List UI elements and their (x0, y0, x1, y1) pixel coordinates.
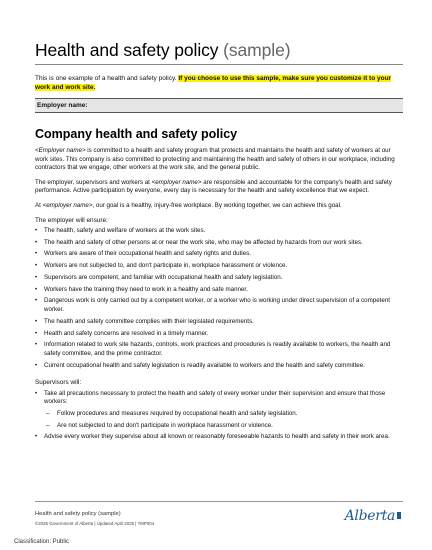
dash-icon: – (46, 421, 50, 429)
list-item (35, 250, 403, 259)
supervisor-sub-list (35, 410, 403, 430)
section-title: Company health and safety policy (35, 127, 238, 141)
logo-wordmark: Alberta (344, 508, 395, 524)
employer-placeholder: <employer name> (151, 178, 202, 186)
bullet-icon: • (35, 297, 38, 305)
list-item-text: Advise every worker they supervise about all known or reasonably foreseeable hazards to health and safety in their work area. (44, 433, 390, 441)
list-item (35, 433, 403, 442)
list-item-text: The health and safety committee complies with their legislated requirements. (44, 317, 254, 325)
intro-note (35, 74, 403, 92)
list-item-text: The health, safety and welfare of workers at the work sites. (44, 226, 206, 234)
list-item-text: Supervisors are competent, and familiar with occupational health and safety legislation. (44, 273, 283, 281)
bullet-icon: • (35, 273, 38, 281)
list-item-text: Take all precautions necessary to protect the health and safety of every worker under their supervision and ensure that those workers: (44, 389, 386, 406)
list-item (35, 286, 403, 295)
bullet-icon: • (35, 341, 38, 349)
list-item-text: Current occupational health and safety legislation is readily available to workers and the health and safety committee. (44, 361, 365, 369)
employer-name-label: Employer name: (37, 102, 88, 109)
bullet-icon: • (35, 262, 38, 270)
list-item (35, 341, 403, 358)
list-item-text: Follow procedures and measures required by occupational health and safety legislation. (57, 409, 298, 417)
bullet-icon: • (35, 238, 38, 246)
employer-name-field[interactable] (35, 98, 403, 113)
supervisor-duties-list-cont (35, 433, 403, 442)
list-item-text: Are not subjected to and don't participate in workplace harassment or violence. (57, 421, 273, 429)
bullet-icon: • (35, 433, 38, 441)
list-item (35, 362, 403, 371)
list-item-text: Information related to work site hazards, controls, work practices and procedures is readily available to workers, the health and safety committee, and the prime contractor. (44, 341, 391, 357)
logo-flag-icon (397, 512, 401, 519)
policy-paragraph-2 (35, 179, 403, 196)
list-item (35, 262, 403, 271)
supervisor-duties-list (35, 390, 403, 407)
employer-duties-list (35, 227, 403, 371)
supervisor-list-label: Supervisors will: (35, 379, 82, 387)
title-divider (35, 64, 403, 65)
list-item-text: Workers have the training they need to work in a healthy and safe manner. (44, 285, 248, 293)
bullet-icon: • (35, 389, 38, 397)
page-title (35, 40, 403, 61)
list-item (35, 390, 403, 407)
page-footer (35, 501, 403, 526)
document-page (35, 40, 403, 442)
footer-title: Health and safety policy (sample) (35, 511, 121, 517)
sub-list-item (35, 410, 403, 419)
list-item (35, 274, 403, 283)
list-item-text: The health and safety of other persons at or near the work site, who may be affected by hazards from our work sites. (44, 238, 363, 246)
footer-meta: ©2025 Government of Alberta | Updated April 2025 | TMP004 (35, 521, 155, 526)
bullet-icon: • (35, 329, 38, 337)
list-item-text: Health and safety concerns are resolved in a timely manner. (44, 329, 209, 337)
bullet-icon: • (35, 285, 38, 293)
paragraph-text: are responsible and accountable for the company's health and safety performance. Active participation by everyone, every day is necessary for the health and safety excellence that we expect. (35, 178, 392, 195)
bullet-icon: • (35, 226, 38, 234)
dash-icon: – (46, 409, 50, 417)
bullet-icon: • (35, 317, 38, 325)
sub-list-item (35, 422, 403, 431)
list-item-text: Workers are aware of their occupational health and safety rights and duties. (44, 250, 251, 258)
paragraph-text: is committed to a health and safety program that protects and maintains the health and safety of workers at our work sites. This company is also committed to protecting and maintaining the health and safety of others in our workplace, including contractors that we engage, other workers at the work site, and the general public. (35, 147, 395, 172)
policy-paragraph-3 (35, 202, 403, 211)
list-item (35, 318, 403, 327)
employer-placeholder: <employer name> (42, 201, 93, 209)
paragraph-text: The employer, supervisors and workers at (35, 178, 152, 186)
bullet-icon: • (35, 361, 38, 369)
classification-label: Classification: Public (14, 539, 70, 545)
list-item (35, 297, 403, 314)
policy-paragraph-1 (35, 147, 403, 173)
title-main: Health and safety policy (35, 40, 219, 60)
alberta-logo (345, 508, 401, 524)
intro-highlight: If you choose to use this sample, make sure you customize it to your work and work site. (35, 75, 392, 91)
list-item-text: Workers are not subjected to, and don't participate in, workplace harassment or violence. (44, 262, 288, 270)
employer-list-label: The employer will ensure: (35, 216, 108, 224)
list-item-text: Dangerous work is only carried out by a competent worker, or a worker who is working under direct supervision of a competent worker. (44, 297, 390, 314)
list-item (35, 227, 403, 236)
bullet-icon: • (35, 250, 38, 258)
title-sample-tag: (sample) (223, 40, 291, 60)
list-item (35, 330, 403, 339)
employer-placeholder: <Employer name> (35, 147, 86, 154)
paragraph-text: At (35, 201, 43, 209)
list-item (35, 239, 403, 248)
intro-plain: This is one example of a health and safety policy. (35, 75, 177, 82)
paragraph-text: , our goal is a healthy, injury-free workplace. By working together, we can achieve this goal. (92, 201, 342, 209)
